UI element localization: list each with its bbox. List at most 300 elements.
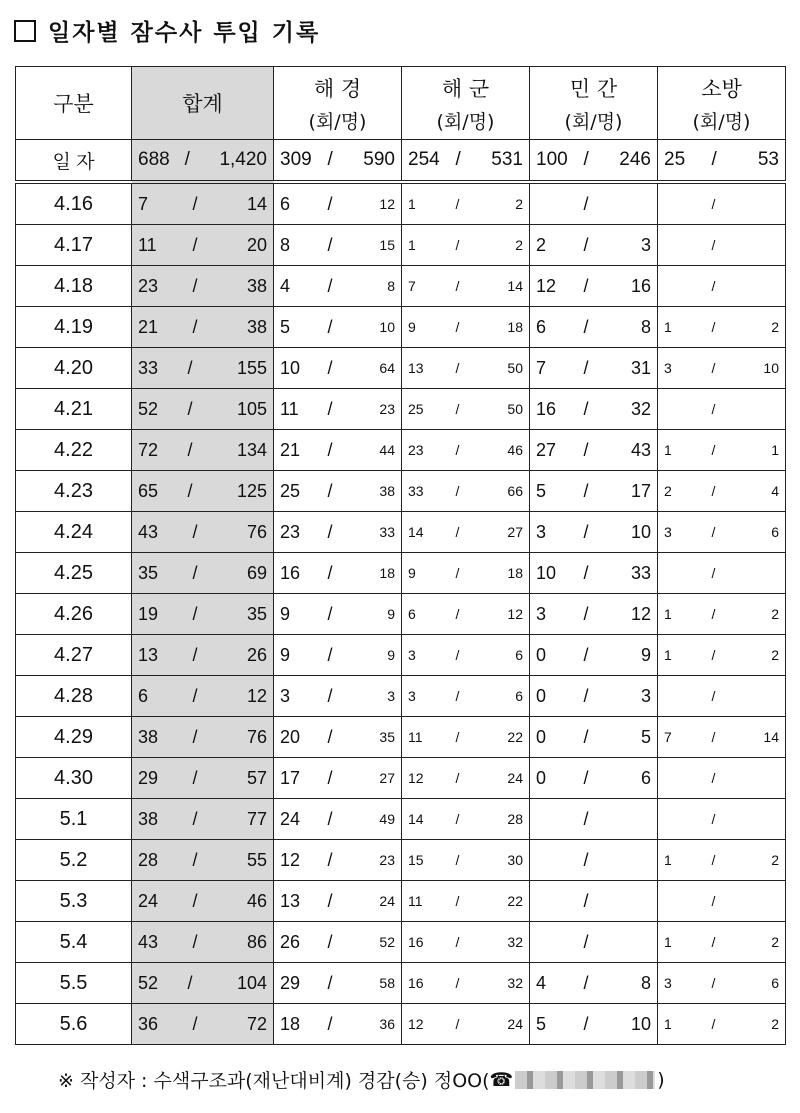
count-pair (658, 729, 785, 745)
divers: 1 (771, 442, 779, 458)
count-pair (274, 358, 401, 379)
divers: 14 (763, 729, 779, 745)
count-cell (274, 389, 402, 430)
divers: 2 (771, 934, 779, 950)
divers: 38 (246, 316, 267, 337)
separator: / (711, 770, 716, 786)
count-pair (402, 196, 529, 212)
count-pair (530, 973, 657, 994)
count-cell (658, 307, 786, 348)
unit: (회/명) (564, 110, 623, 133)
sessions: 0 (536, 726, 547, 747)
separator: / (583, 603, 589, 624)
header-fire (658, 67, 786, 140)
separator: / (455, 934, 460, 950)
label: 해 경 (313, 76, 362, 101)
separator: / (327, 726, 333, 747)
divers: 10 (630, 521, 651, 542)
count-pair (274, 276, 401, 297)
sessions: 1 (664, 852, 672, 868)
separator: / (711, 852, 716, 868)
sessions: 4 (536, 972, 547, 993)
sessions: 23 (280, 521, 301, 542)
divers: 69 (246, 562, 267, 583)
phone-icon: ☎ (489, 1068, 514, 1091)
count-cell (402, 266, 530, 307)
divers: 35 (246, 603, 267, 624)
count-pair (530, 891, 657, 912)
count-cell (530, 635, 658, 676)
count-cell (402, 182, 530, 225)
count-pair (132, 727, 273, 748)
separator: / (184, 149, 190, 170)
count-cell (274, 676, 402, 717)
divers: 531 (491, 149, 523, 170)
sessions: 9 (408, 319, 416, 335)
separator: / (192, 726, 198, 747)
count-cell (274, 471, 402, 512)
count-cell (530, 348, 658, 389)
separator: / (583, 480, 589, 501)
sessions: 21 (280, 439, 301, 460)
count-cell (402, 635, 530, 676)
count-pair (132, 235, 273, 256)
divers: 6 (640, 767, 651, 788)
count-cell (530, 922, 658, 963)
count-pair (132, 522, 273, 543)
separator: / (583, 562, 589, 583)
count-cell (402, 963, 530, 1004)
count-pair (658, 149, 785, 171)
date-cell: 4.25 (16, 553, 132, 594)
separator: / (327, 1013, 333, 1034)
count-cell (402, 553, 530, 594)
count-cell (274, 182, 402, 225)
count-pair (530, 604, 657, 625)
count-pair (402, 770, 529, 786)
count-cell (274, 140, 402, 183)
divers: 2 (771, 852, 779, 868)
separator: / (583, 808, 589, 829)
count-cell (274, 512, 402, 553)
separator: / (455, 688, 460, 704)
count-pair (658, 770, 785, 786)
divers: 46 (246, 890, 267, 911)
count-cell (274, 758, 402, 799)
sessions: 4 (280, 275, 291, 296)
divers: 26 (246, 644, 267, 665)
separator: / (455, 401, 460, 417)
count-pair (658, 442, 785, 458)
separator: / (455, 237, 460, 253)
separator: / (187, 357, 193, 378)
count-cell (132, 922, 274, 963)
count-cell (132, 717, 274, 758)
separator: / (711, 606, 716, 622)
date-cell: 4.21 (16, 389, 132, 430)
separator: / (187, 972, 193, 993)
separator: / (192, 275, 198, 296)
sessions: 1 (664, 934, 672, 950)
count-pair (530, 727, 657, 748)
count-pair (274, 891, 401, 912)
separator: / (711, 278, 716, 294)
sessions: 7 (408, 278, 416, 294)
separator: / (187, 398, 193, 419)
divers: 44 (379, 442, 395, 458)
sessions: 0 (536, 767, 547, 788)
count-cell (402, 758, 530, 799)
count-cell (658, 389, 786, 430)
count-pair (402, 811, 529, 827)
count-pair (132, 809, 273, 830)
sessions: 52 (138, 972, 159, 993)
divers: 1,420 (219, 149, 267, 170)
separator: / (455, 647, 460, 663)
sessions: 8 (280, 234, 291, 255)
count-cell (402, 594, 530, 635)
count-cell (274, 799, 402, 840)
date-cell: 5.6 (16, 1004, 132, 1045)
table-row (16, 799, 786, 840)
count-cell (274, 840, 402, 881)
divers: 72 (246, 1013, 267, 1034)
separator: / (192, 316, 198, 337)
divers: 12 (246, 685, 267, 706)
table-row (16, 266, 786, 307)
separator: / (192, 603, 198, 624)
label: 소방 (701, 76, 742, 101)
count-cell (530, 471, 658, 512)
count-pair (402, 237, 529, 253)
separator: / (583, 767, 589, 788)
divers: 2 (771, 606, 779, 622)
count-cell (658, 717, 786, 758)
sessions: 254 (408, 149, 440, 170)
count-pair (530, 481, 657, 502)
date-cell: 4.22 (16, 430, 132, 471)
sessions: 100 (536, 149, 568, 170)
count-cell (274, 553, 402, 594)
sessions: 6 (280, 193, 291, 214)
divers: 32 (507, 975, 523, 991)
divers: 14 (507, 278, 523, 294)
sessions: 3 (536, 521, 547, 542)
separator: / (583, 521, 589, 542)
count-cell (530, 799, 658, 840)
count-pair (274, 973, 401, 994)
count-cell (658, 471, 786, 512)
separator: / (455, 975, 460, 991)
count-pair (658, 1016, 785, 1032)
count-cell (658, 676, 786, 717)
sessions: 19 (138, 603, 159, 624)
separator: / (583, 890, 589, 911)
divers: 27 (379, 770, 395, 786)
sessions: 688 (138, 149, 170, 170)
separator: / (583, 1013, 589, 1034)
count-cell (132, 758, 274, 799)
divers: 38 (246, 275, 267, 296)
diver-deployment-table (15, 66, 786, 1045)
count-cell (402, 140, 530, 183)
sessions: 13 (138, 644, 159, 665)
count-cell (530, 553, 658, 594)
divers: 32 (630, 398, 651, 419)
count-pair (132, 358, 273, 379)
separator: / (187, 480, 193, 501)
header-civilian (530, 67, 658, 140)
separator: / (192, 193, 198, 214)
count-cell (132, 799, 274, 840)
count-cell (402, 922, 530, 963)
separator: / (192, 685, 198, 706)
separator: / (711, 401, 716, 417)
separator: / (583, 439, 589, 460)
count-cell (658, 348, 786, 389)
sessions: 25 (408, 401, 424, 417)
divers: 6 (771, 975, 779, 991)
separator: / (455, 729, 460, 745)
count-cell (530, 717, 658, 758)
count-cell (132, 963, 274, 1004)
count-cell (530, 1004, 658, 1045)
divers: 36 (379, 1016, 395, 1032)
separator: / (583, 685, 589, 706)
count-pair (530, 399, 657, 420)
count-pair (132, 645, 273, 666)
count-pair (530, 563, 657, 584)
separator: / (583, 275, 589, 296)
count-cell (402, 881, 530, 922)
date-cell: 4.20 (16, 348, 132, 389)
count-pair (658, 934, 785, 950)
separator: / (583, 849, 589, 870)
count-pair (132, 686, 273, 707)
divers: 104 (236, 972, 267, 993)
separator: / (711, 196, 716, 212)
separator: / (327, 439, 333, 460)
separator: / (583, 316, 589, 337)
sessions: 65 (138, 480, 159, 501)
count-pair (530, 809, 657, 830)
sessions: 16 (280, 562, 301, 583)
count-pair (274, 645, 401, 666)
separator: / (327, 603, 333, 624)
sessions: 14 (408, 524, 424, 540)
sessions: 3 (408, 647, 416, 663)
sessions: 1 (664, 319, 672, 335)
count-cell (530, 512, 658, 553)
count-cell (530, 881, 658, 922)
count-cell (402, 717, 530, 758)
separator: / (455, 852, 460, 868)
separator: / (327, 275, 333, 296)
count-pair (274, 481, 401, 502)
count-cell (274, 594, 402, 635)
separator: / (327, 149, 333, 170)
separator: / (711, 1016, 716, 1032)
separator: / (192, 1013, 198, 1034)
count-cell (402, 348, 530, 389)
sessions: 23 (138, 275, 159, 296)
count-pair (530, 440, 657, 461)
count-pair (402, 524, 529, 540)
count-cell (658, 881, 786, 922)
divers: 6 (515, 647, 523, 663)
divers: 38 (379, 483, 395, 499)
separator: / (455, 360, 460, 376)
summary-label: 일 자 (16, 140, 132, 183)
divers: 10 (763, 360, 779, 376)
date-cell: 4.17 (16, 225, 132, 266)
sessions: 1 (664, 647, 672, 663)
count-pair (402, 934, 529, 950)
count-pair (274, 399, 401, 420)
separator: / (455, 770, 460, 786)
sessions: 13 (280, 890, 301, 911)
summary-row (16, 140, 786, 183)
count-pair (530, 1014, 657, 1035)
count-pair (402, 688, 529, 704)
header-coast-guard (274, 67, 402, 140)
separator: / (192, 521, 198, 542)
count-pair (658, 647, 785, 663)
count-cell (402, 840, 530, 881)
divers: 33 (379, 524, 395, 540)
count-pair (274, 768, 401, 789)
separator: / (711, 975, 716, 991)
count-cell (274, 348, 402, 389)
divers: 18 (507, 565, 523, 581)
divers: 30 (507, 852, 523, 868)
table-row (16, 635, 786, 676)
separator: / (327, 398, 333, 419)
count-pair (658, 893, 785, 909)
divers: 28 (507, 811, 523, 827)
count-pair (274, 727, 401, 748)
title-text: 일자별 잠수사 투입 기록 (48, 20, 321, 46)
count-pair (274, 194, 401, 215)
sessions: 12 (280, 849, 301, 870)
separator: / (711, 237, 716, 253)
divers: 32 (507, 934, 523, 950)
separator: / (192, 767, 198, 788)
count-cell (530, 389, 658, 430)
count-pair (658, 319, 785, 335)
count-cell (658, 225, 786, 266)
separator: / (192, 849, 198, 870)
divers: 12 (379, 196, 395, 212)
sessions: 3 (664, 360, 672, 376)
separator: / (583, 972, 589, 993)
separator: / (192, 234, 198, 255)
separator: / (711, 729, 716, 745)
count-pair (402, 401, 529, 417)
divers: 66 (507, 483, 523, 499)
count-pair (530, 686, 657, 707)
separator: / (455, 811, 460, 827)
date-cell: 4.18 (16, 266, 132, 307)
separator: / (455, 319, 460, 335)
table-row (16, 922, 786, 963)
separator: / (327, 685, 333, 706)
count-pair (132, 932, 273, 953)
count-pair (658, 483, 785, 499)
date-cell: 4.29 (16, 717, 132, 758)
separator: / (327, 316, 333, 337)
header-total: 합계 (132, 67, 274, 140)
count-cell (274, 881, 402, 922)
sessions: 3 (664, 524, 672, 540)
divers: 24 (507, 770, 523, 786)
sessions: 17 (280, 767, 301, 788)
count-cell (132, 225, 274, 266)
divers: 14 (246, 193, 267, 214)
count-pair (530, 235, 657, 256)
redacted-phone (515, 1071, 655, 1089)
sessions: 16 (408, 975, 424, 991)
divers: 3 (640, 685, 651, 706)
table-row (16, 389, 786, 430)
count-pair (658, 565, 785, 581)
count-cell (132, 348, 274, 389)
count-pair (658, 278, 785, 294)
separator: / (583, 644, 589, 665)
divers: 590 (363, 149, 395, 170)
table-row (16, 1004, 786, 1045)
count-pair (132, 317, 273, 338)
count-pair (402, 852, 529, 868)
footer-close: ) (657, 1068, 665, 1091)
table-row (16, 553, 786, 594)
count-cell (658, 1004, 786, 1045)
count-cell (530, 140, 658, 183)
count-pair (132, 973, 273, 994)
date-cell: 5.4 (16, 922, 132, 963)
sessions: 15 (408, 852, 424, 868)
header-navy (402, 67, 530, 140)
divers: 57 (246, 767, 267, 788)
divers: 24 (507, 1016, 523, 1032)
separator: / (711, 565, 716, 581)
divers: 77 (246, 808, 267, 829)
count-cell (132, 881, 274, 922)
count-pair (530, 932, 657, 953)
count-cell (402, 307, 530, 348)
count-pair (530, 317, 657, 338)
sessions: 52 (138, 398, 159, 419)
table-row (16, 471, 786, 512)
count-cell (274, 225, 402, 266)
separator: / (327, 193, 333, 214)
sessions: 1 (408, 237, 416, 253)
divers: 18 (379, 565, 395, 581)
sessions: 20 (280, 726, 301, 747)
sessions: 28 (138, 849, 159, 870)
sessions: 38 (138, 808, 159, 829)
separator: / (327, 767, 333, 788)
separator: / (455, 149, 461, 170)
separator: / (327, 972, 333, 993)
divers: 52 (379, 934, 395, 950)
divers: 246 (619, 149, 651, 170)
count-cell (658, 635, 786, 676)
count-cell (530, 430, 658, 471)
separator: / (711, 647, 716, 663)
separator: / (192, 931, 198, 952)
count-pair (132, 768, 273, 789)
